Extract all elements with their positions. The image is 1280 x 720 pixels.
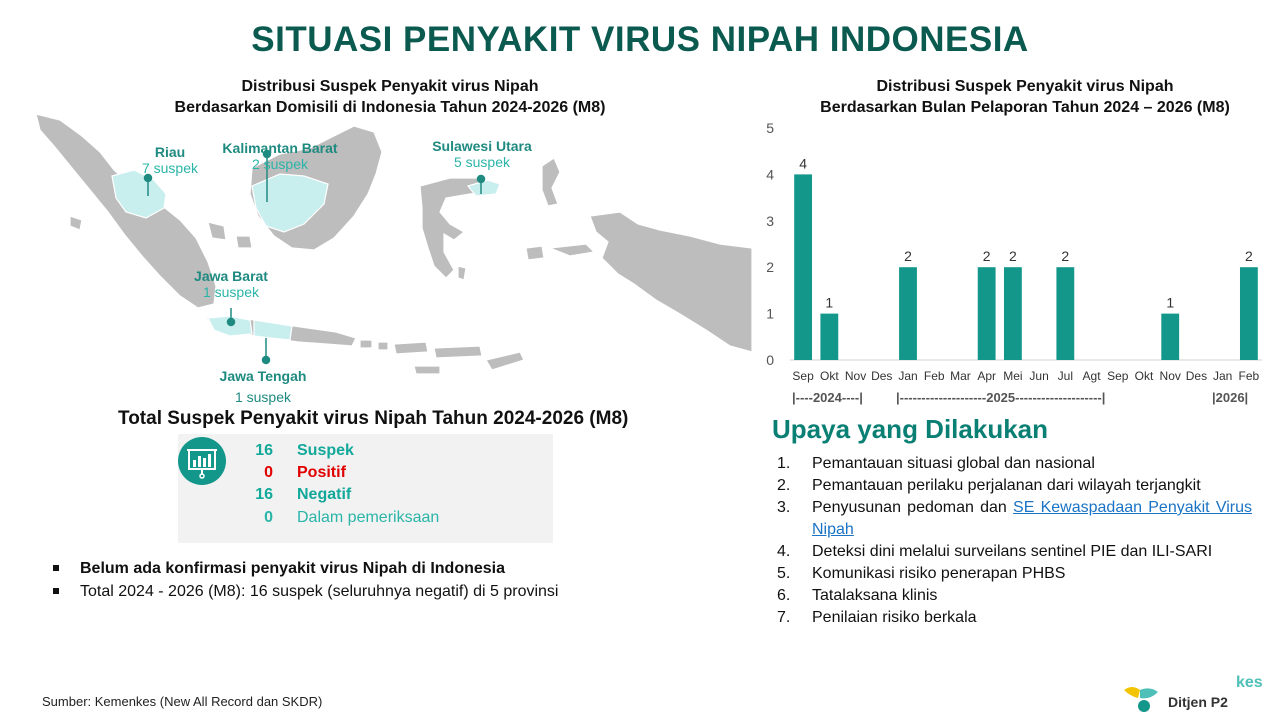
ditjen-logo-text: Ditjen P2	[1168, 694, 1228, 710]
bar-data-label: 1	[825, 294, 834, 311]
bar	[899, 267, 917, 360]
item-number: 5.	[777, 565, 791, 582]
label-province: Jawa Barat	[194, 268, 268, 284]
bar-data-label: 2	[1244, 248, 1253, 265]
label-province: Kalimantan Barat	[222, 140, 338, 156]
presentation-chart-icon	[178, 435, 226, 491]
bar	[794, 174, 812, 360]
island-sumba	[414, 366, 440, 374]
stat-label: Dalam pemeriksaan	[297, 509, 440, 526]
x-tick-label: Des	[1185, 369, 1208, 383]
bar	[1240, 267, 1258, 360]
x-tick-label: Jan	[898, 369, 918, 383]
island-papua	[590, 212, 752, 352]
stat-value: 0	[264, 509, 273, 526]
x-tick-label: Sep	[1107, 369, 1129, 383]
map-label-jawa-tengah	[208, 368, 318, 405]
bar-data-label: 4	[799, 155, 808, 172]
stat-value: 16	[255, 486, 273, 503]
label-count: 1 suspek	[202, 284, 260, 300]
monthly-bar-chart	[760, 118, 1270, 388]
page-title: SITUASI PENYAKIT VIRUS NIPAH INDONESIA	[251, 20, 1029, 59]
bar-data-label: 2	[1061, 248, 1070, 265]
upaya-item	[777, 607, 1252, 629]
x-tick-label: Apr	[977, 369, 997, 383]
upaya-item	[777, 475, 1252, 497]
map-label-sulawesi-utara	[420, 138, 544, 170]
bar	[1161, 314, 1179, 360]
x-tick-label: Des	[871, 369, 893, 383]
x-tick-label: Feb	[1238, 369, 1260, 383]
x-tick-label: Okt	[819, 369, 839, 383]
map-title-line1: Distribusi Suspek Penyakit virus Nipah	[241, 78, 539, 95]
province-jawa-tengah	[254, 320, 292, 340]
map-label-riau	[128, 144, 212, 176]
y-tick-label: 0	[766, 352, 774, 368]
item-text: Tatalaksana klinis	[812, 587, 938, 604]
x-tick-label: Jun	[1029, 369, 1049, 383]
upaya-item	[777, 563, 1252, 585]
chart-title	[770, 76, 1280, 118]
bar	[978, 267, 996, 360]
bullet-item: Total 2024 - 2026 (M8): 16 suspek (seluruhnya negatif) di 5 provinsi	[50, 580, 690, 603]
x-tick-label: Agt	[1082, 369, 1101, 383]
marker-jabar	[228, 319, 235, 326]
upaya-title: Upaya yang Dilakukan	[772, 414, 1048, 444]
island-seram	[550, 244, 594, 256]
island-lombok	[378, 342, 388, 350]
map-label-jawa-barat	[180, 268, 282, 300]
island-buru	[526, 246, 544, 260]
upaya-item	[777, 541, 1252, 563]
x-tick-label: Mar	[950, 369, 971, 383]
island-halmahera	[542, 158, 560, 206]
map-title-line2: Berdasarkan Domisili di Indonesia Tahun 2024-2026 (M8)	[174, 99, 606, 116]
label-province: Jawa Tengah	[219, 368, 307, 384]
item-number: 6.	[777, 587, 791, 604]
chart-title-line1: Distribusi Suspek Penyakit virus Nipah	[876, 78, 1174, 95]
item-number: 7.	[777, 609, 791, 626]
bar-data-label: 2	[982, 248, 991, 265]
bar-data-label: 1	[1166, 294, 1175, 311]
bar-data-label: 2	[1008, 248, 1017, 265]
upaya-item	[777, 585, 1252, 607]
item-text: Penilaian risiko berkala	[812, 609, 977, 626]
source-note: Sumber: Kemenkes (New All Record dan SKDR)	[42, 694, 323, 709]
stats-box	[178, 434, 553, 543]
bar	[1056, 267, 1074, 360]
y-tick-label: 3	[766, 212, 774, 229]
label-province: Riau	[154, 144, 186, 160]
summary-bullets	[50, 557, 690, 603]
x-tick-label: Okt	[1134, 369, 1154, 383]
year-group-2024: |----2024----|	[792, 390, 863, 405]
island-nias	[70, 216, 82, 230]
ditjen-logo-suffix: kes	[1236, 674, 1263, 691]
bar	[1004, 267, 1022, 360]
bar-data-label: 2	[904, 248, 912, 265]
x-tick-label: Jul	[1057, 369, 1074, 383]
y-tick-label: 1	[766, 305, 774, 322]
ditjen-logo	[1118, 672, 1278, 718]
x-tick-label: Jan	[1212, 369, 1233, 383]
stat-label: Negatif	[297, 486, 352, 503]
item-number: 4.	[777, 543, 791, 560]
chart-title-line2: Berdasarkan Bulan Pelaporan Tahun 2024 – 2026 (M8)	[820, 99, 1230, 116]
ditjen-logo-icon	[1118, 672, 1162, 716]
stat-value: 16	[255, 442, 273, 459]
item-number: 1.	[777, 455, 791, 472]
item-text: Pemantauan perilaku perjalanan dari wilayah terjangkit	[812, 477, 1201, 494]
item-text: Penyusunan pedoman dan	[812, 499, 1014, 516]
stat-value: 0	[264, 464, 273, 481]
year-group-2025: |--------------------2025--------------------|	[896, 390, 1106, 405]
item-number: 3.	[777, 499, 791, 516]
bar	[820, 314, 838, 360]
stat-label: Suspek	[297, 442, 354, 459]
item-text: Pemantauan situasi global dan nasional	[812, 455, 1095, 472]
upaya-item	[777, 497, 1252, 541]
x-tick-label: Feb	[923, 369, 945, 383]
y-tick-label: 4	[766, 166, 774, 183]
island-buton	[458, 266, 466, 280]
item-number: 2.	[777, 477, 791, 494]
x-tick-label: Nov	[844, 369, 867, 383]
x-tick-label: Nov	[1159, 369, 1181, 383]
island-bangka	[208, 222, 226, 240]
upaya-list	[777, 453, 1252, 629]
y-tick-label: 2	[766, 259, 774, 276]
upaya-item	[777, 453, 1252, 475]
label-count: 7 suspek	[141, 160, 199, 176]
island-sumbawa	[394, 342, 428, 354]
bullet-item: Belum ada konfirmasi penyakit virus Nipah di Indonesia	[50, 557, 690, 580]
label-count: 2 suspek	[251, 156, 309, 172]
y-tick-label: 5	[766, 120, 774, 136]
label-count: 1 suspek	[234, 389, 292, 405]
item-text: Komunikasi risiko penerapan PHBS	[812, 565, 1066, 582]
island-flores	[434, 346, 482, 358]
marker-jateng	[263, 357, 270, 364]
label-count: 5 suspek	[453, 154, 511, 170]
island-timor	[486, 352, 524, 370]
stat-label: Positif	[297, 464, 346, 481]
map-label-kalimantan-barat	[210, 140, 350, 172]
total-title: Total Suspek Penyakit virus Nipah Tahun 2024-2026 (M8)	[118, 408, 629, 429]
x-tick-label: Mei	[1003, 369, 1023, 383]
year-group-2026: |2026|	[1212, 390, 1249, 405]
x-tick-label: Sep	[792, 369, 814, 383]
island-bali	[360, 340, 372, 348]
marker-sulut	[478, 176, 485, 183]
island-belitung	[236, 236, 252, 248]
label-province: Sulawesi Utara	[432, 138, 532, 154]
se-kewaspadaan-link[interactable]: SE Kewaspadaan Penyakit Virus Nipah	[812, 499, 1253, 538]
item-text: Deteksi dini melalui surveilans sentinel PIE dan ILI-SARI	[812, 543, 1213, 560]
